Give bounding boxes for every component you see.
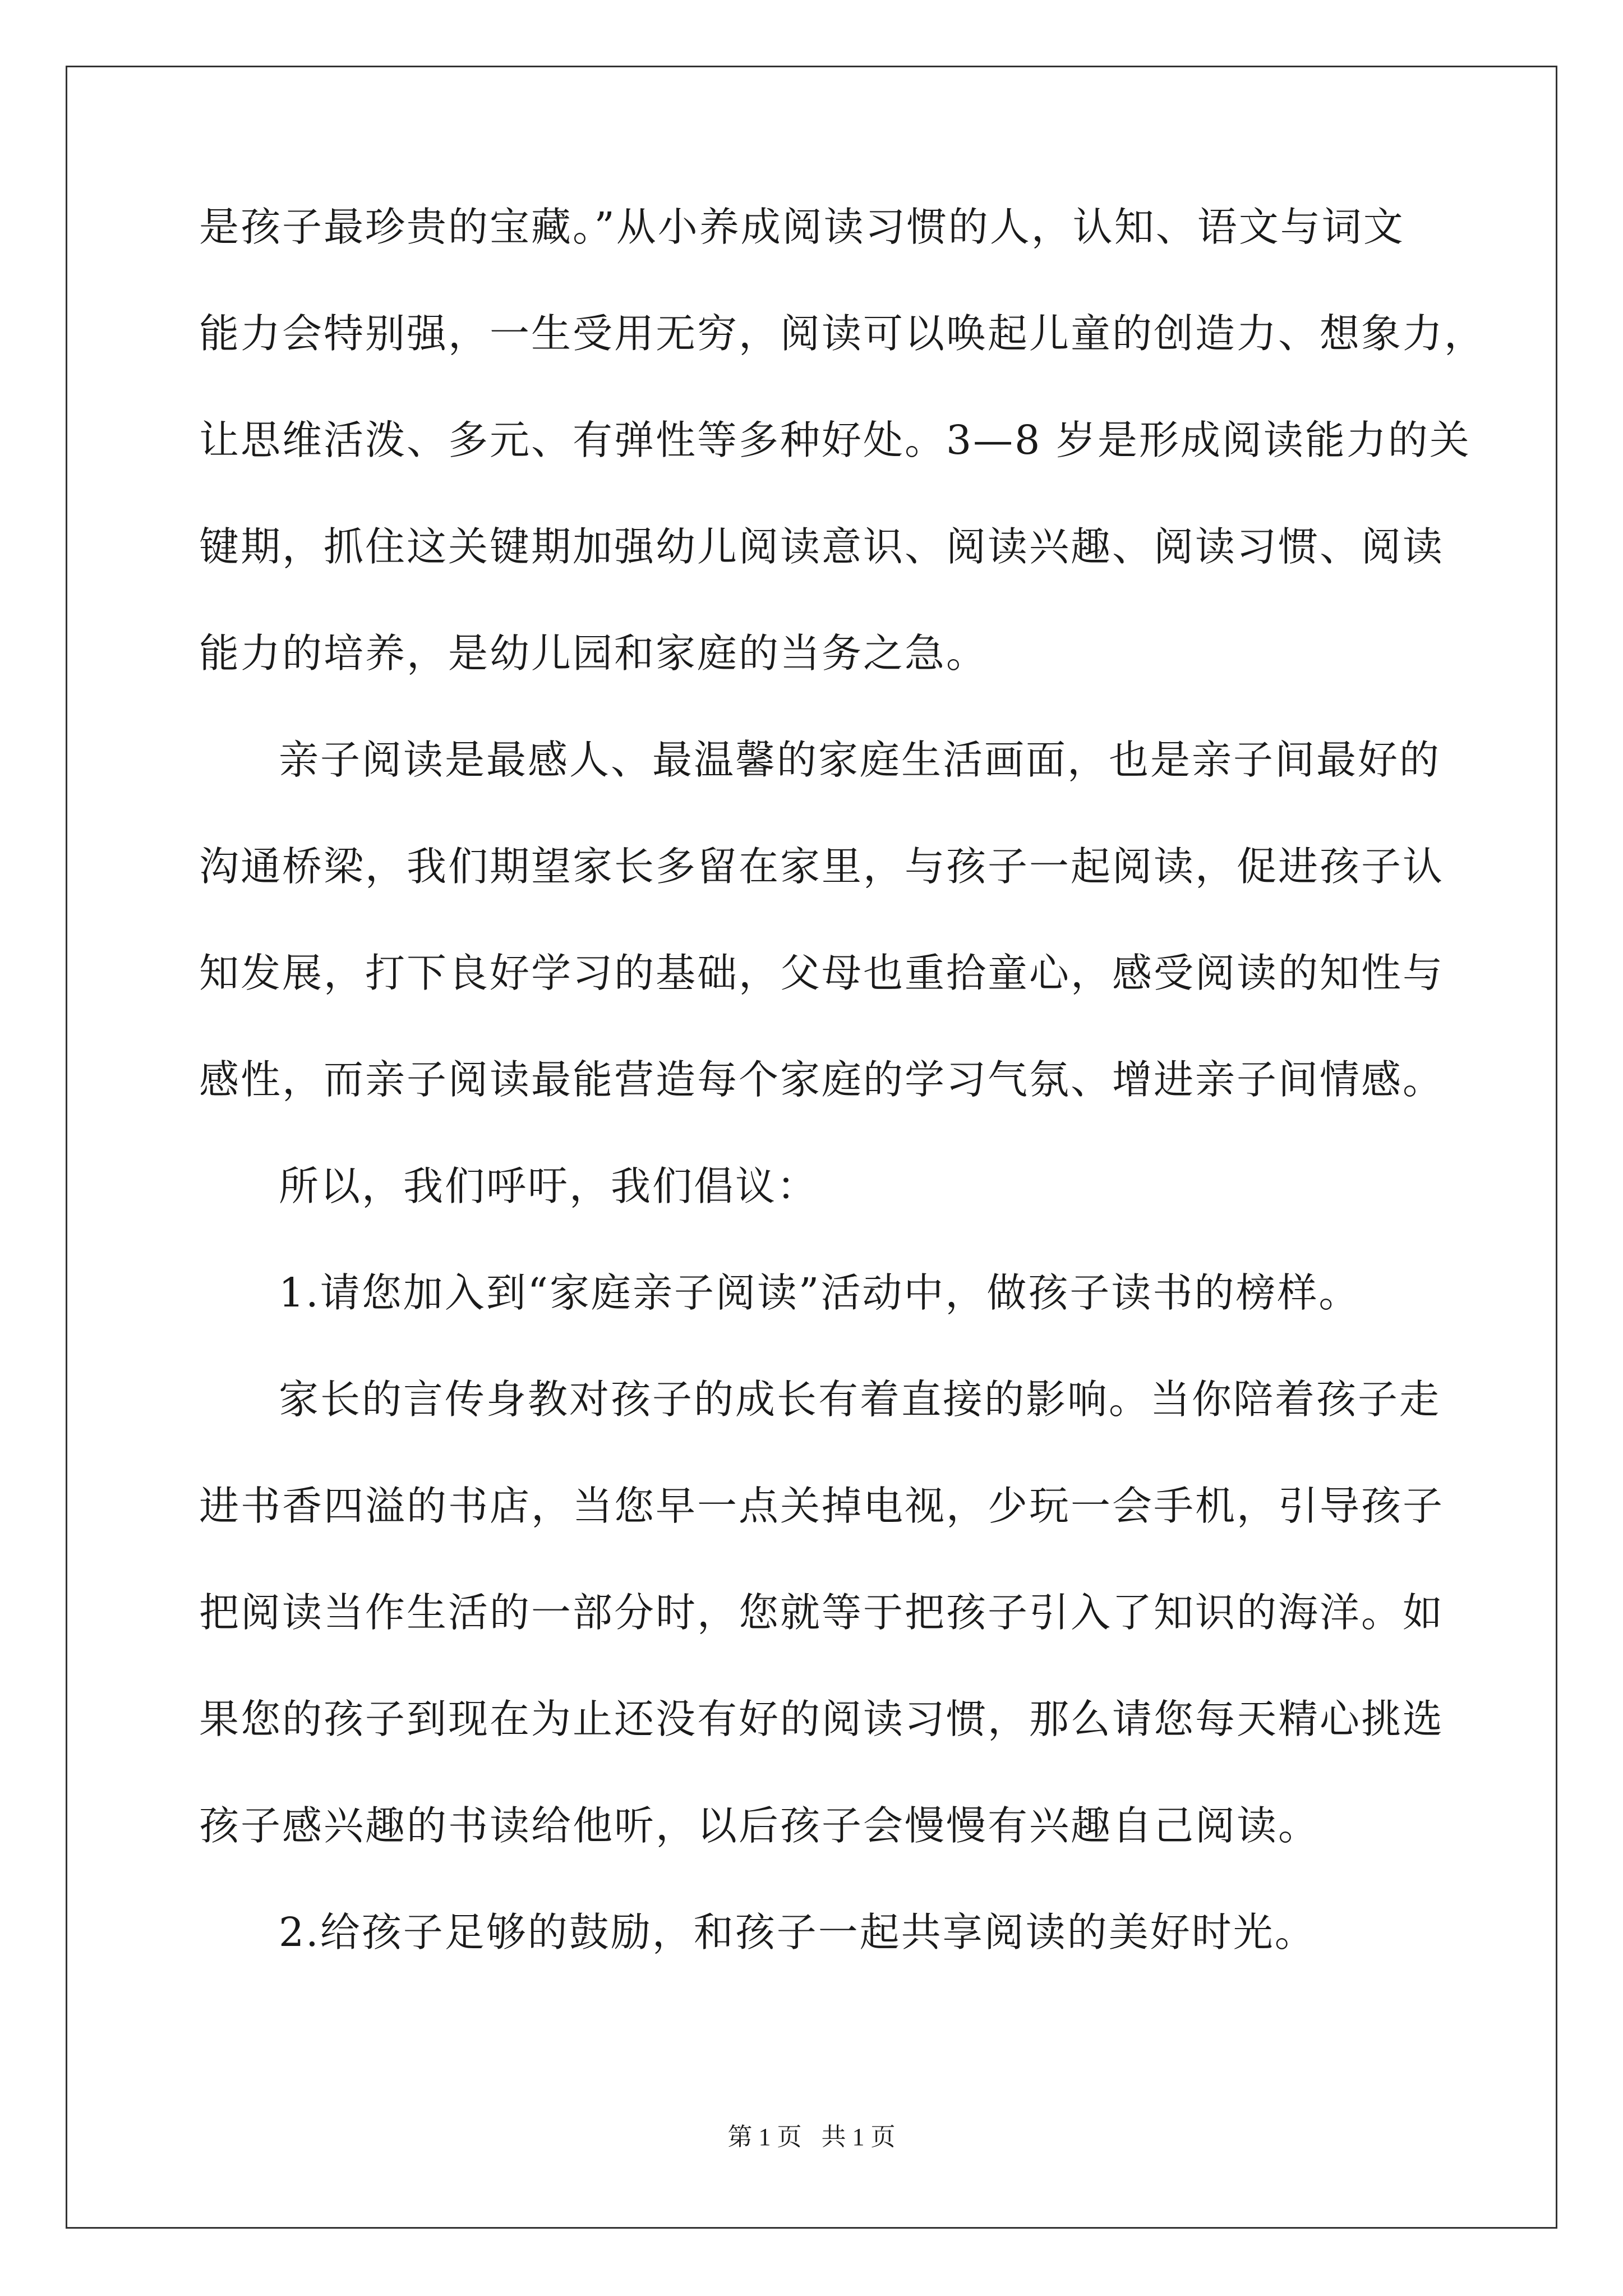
- text-line: 把阅读当作生活的一部分时，您就等于把孩子引入了知识的海洋。如: [199, 1589, 1445, 1636]
- text-line: 感性，而亲子阅读最能营造每个家庭的学习气氛、增进亲子间情感。: [199, 1056, 1445, 1103]
- text-line: 沟通桥梁，我们期望家长多留在家里，与孩子一起阅读，促进孩子认: [199, 843, 1445, 890]
- text-line: 孩子感兴趣的书读给他听，以后孩子会慢慢有兴趣自己阅读。: [199, 1802, 1320, 1849]
- text-line: 进书香四溢的书店，当您早一点关掉电视，少玩一会手机，引导孩子: [199, 1483, 1445, 1529]
- text-line: 2.给孩子足够的鼓励，和孩子一起共享阅读的美好时光。: [279, 1909, 1316, 1955]
- page-footer: [0, 2120, 1623, 2154]
- text-line: 家长的言传身教对孩子的成长有着直接的影响。当你陪着孩子走: [279, 1376, 1441, 1423]
- text-line: 所以，我们呼吁，我们倡议：: [279, 1163, 819, 1209]
- text-line: 亲子阅读是最感人、最温馨的家庭生活画面，也是亲子间最好的: [279, 737, 1441, 783]
- text-line: 键期，抓住这关键期加强幼儿阅读意识、阅读兴趣、阅读习惯、阅读: [199, 523, 1445, 570]
- text-line: 1.请您加入到“家庭亲子阅读”活动中，做孩子读书的榜样。: [279, 1269, 1361, 1316]
- text-line: 知发展，打下良好学习的基础，父母也重拾童心，感受阅读的知性与: [199, 950, 1445, 996]
- text-line: 能力会特别强，一生受用无穷，阅读可以唤起儿童的创造力、想象力，: [199, 310, 1486, 357]
- page-number: 第 1 页: [727, 2123, 802, 2151]
- page-total: 共 1 页: [821, 2123, 896, 2151]
- text-line: 让思维活泼、多元、有弹性等多种好处。3—8 岁是形成阅读能力的关: [199, 417, 1471, 463]
- text-line: 是孩子最珍贵的宝藏。”从小养成阅读习惯的人，认知、语文与词文: [199, 204, 1405, 250]
- document-body: [199, 202, 1486, 2014]
- text-line: 果您的孩子到现在为止还没有好的阅读习惯，那么请您每天精心挑选: [199, 1696, 1445, 1742]
- text-line: 能力的培养，是幼儿园和家庭的当务之急。: [199, 630, 988, 677]
